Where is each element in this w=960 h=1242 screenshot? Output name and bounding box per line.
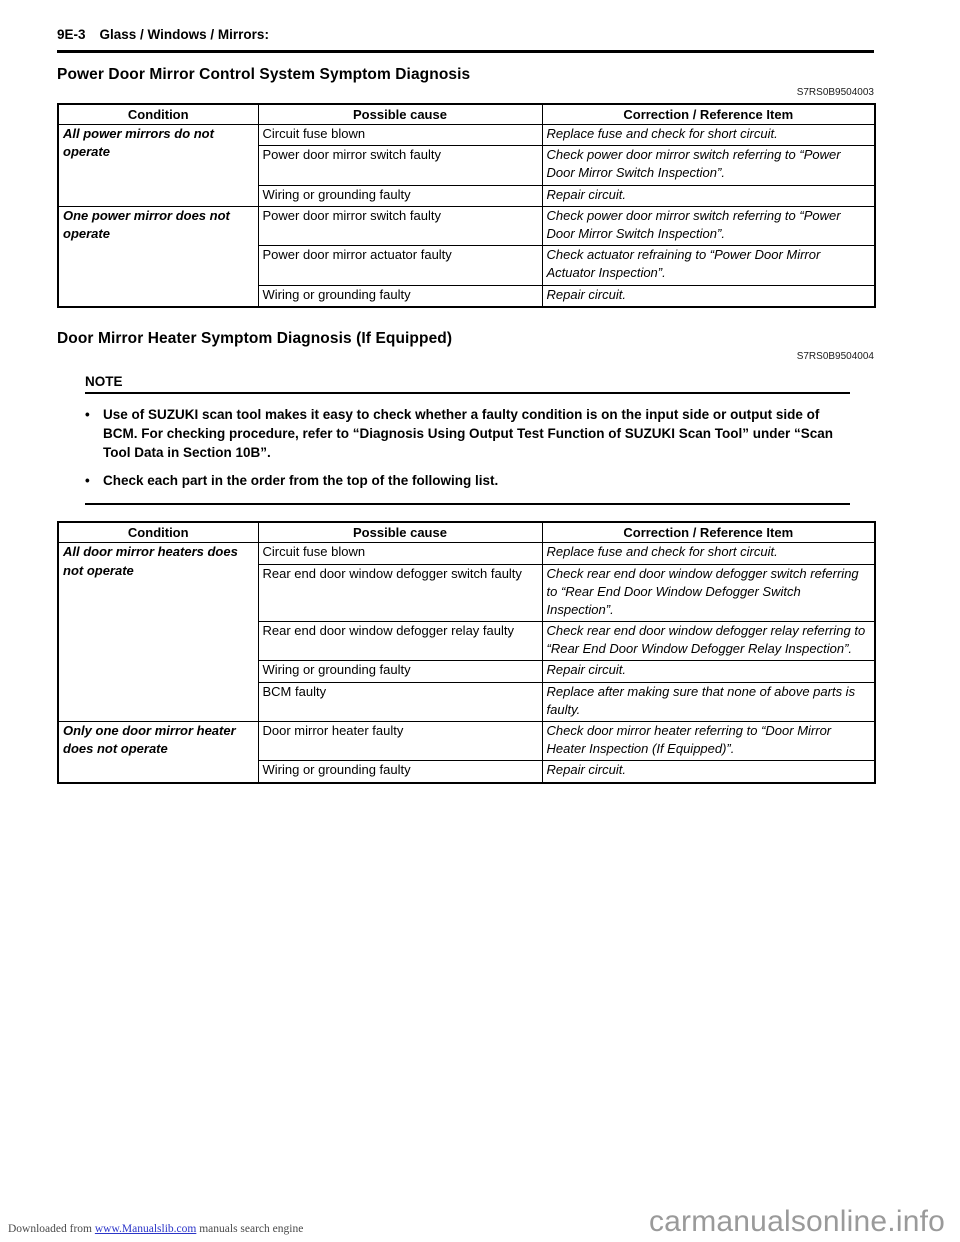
note-label: NOTE bbox=[85, 374, 850, 394]
table-row bbox=[58, 125, 875, 146]
correction-cell: Repair circuit. bbox=[542, 285, 875, 307]
correction-cell: Replace fuse and check for short circuit. bbox=[542, 125, 875, 146]
chapter-title: Glass / Windows / Mirrors: bbox=[99, 27, 269, 42]
page-section-number: 9E-3 bbox=[57, 27, 86, 42]
watermark: carmanualsonline.info bbox=[648, 1205, 945, 1238]
cause-cell: Wiring or grounding faulty bbox=[258, 285, 542, 307]
correction-cell: Replace fuse and check for short circuit. bbox=[542, 543, 875, 564]
power-door-mirror-diagnosis-table bbox=[57, 103, 876, 308]
manualslib-link[interactable]: www.Manualslib.com bbox=[94, 1223, 197, 1235]
correction-cell: Check rear end door window defogger switch referring to “Rear End Door Window Defogger Switch Inspection”. bbox=[542, 564, 875, 622]
cause-cell: Wiring or grounding faulty bbox=[258, 661, 542, 682]
col-header-condition: Condition bbox=[58, 104, 258, 125]
cause-cell: Power door mirror switch faulty bbox=[258, 206, 542, 245]
footer-credit-prefix: Downloaded from bbox=[8, 1223, 92, 1235]
footer-credit-suffix: manuals search engine bbox=[199, 1223, 304, 1235]
condition-cell: Only one door mirror heater does not operate bbox=[58, 722, 258, 783]
col-header-condition: Condition bbox=[58, 522, 258, 543]
page-header bbox=[57, 27, 874, 53]
table-header-row bbox=[58, 522, 875, 543]
correction-cell: Check door mirror heater referring to “Door Mirror Heater Inspection (If Equipped)”. bbox=[542, 722, 875, 761]
section1-refcode: S7RS0B9504003 bbox=[796, 87, 874, 98]
cause-cell: Circuit fuse blown bbox=[258, 125, 542, 146]
correction-cell: Replace after making sure that none of above parts is faulty. bbox=[542, 682, 875, 721]
correction-cell: Check power door mirror switch referring to “Power Door Mirror Switch Inspection”. bbox=[542, 146, 875, 185]
section1-title: Power Door Mirror Control System Symptom Diagnosis bbox=[57, 66, 471, 83]
table-header-row bbox=[58, 104, 875, 125]
correction-cell: Check rear end door window defogger relay referring to “Rear End Door Window Defogger Relay Inspection”. bbox=[542, 622, 875, 661]
cause-cell: Power door mirror switch faulty bbox=[258, 146, 542, 185]
note-bullet-text: Use of SUZUKI scan tool makes it easy to check whether a faulty condition is on the input side or output side of BCM. For checking procedure, refer to “Diagnosis Using Output Test Function of SUZUKI Scan Tool” under “Scan Tool Data in Section 10B”. bbox=[103, 406, 834, 460]
col-header-possible-cause: Possible cause bbox=[258, 104, 542, 125]
correction-cell: Check actuator refraining to “Power Door Mirror Actuator Inspection”. bbox=[542, 246, 875, 285]
correction-cell: Repair circuit. bbox=[542, 185, 875, 206]
cause-cell: Circuit fuse blown bbox=[258, 543, 542, 564]
note-block bbox=[85, 374, 850, 506]
cause-cell: Rear end door window defogger relay faulty bbox=[258, 622, 542, 661]
condition-cell: All door mirror heaters does not operate bbox=[58, 543, 258, 722]
correction-cell: Repair circuit. bbox=[542, 661, 875, 682]
bullet-icon: • bbox=[85, 406, 90, 422]
col-header-correction: Correction / Reference Item bbox=[542, 104, 875, 125]
section2-refcode: S7RS0B9504004 bbox=[796, 350, 874, 362]
cause-cell: Wiring or grounding faulty bbox=[258, 761, 542, 783]
col-header-correction: Correction / Reference Item bbox=[542, 522, 875, 543]
door-mirror-heater-diagnosis-table bbox=[57, 521, 876, 783]
condition-cell: One power mirror does not operate bbox=[58, 206, 258, 306]
note-bullet-text: Check each part in the order from the top of the following list. bbox=[103, 473, 499, 489]
correction-cell: Check power door mirror switch referring to “Power Door Mirror Switch Inspection”. bbox=[542, 206, 875, 245]
cause-cell: Wiring or grounding faulty bbox=[258, 185, 542, 206]
note-bullet bbox=[85, 471, 850, 490]
col-header-possible-cause: Possible cause bbox=[258, 522, 542, 543]
cause-cell: BCM faulty bbox=[258, 682, 542, 721]
section2-title: Door Mirror Heater Symptom Diagnosis (If Equipped) bbox=[57, 329, 453, 347]
note-body bbox=[85, 394, 850, 506]
footer-credit bbox=[8, 1223, 303, 1235]
cause-cell: Rear end door window defogger switch faulty bbox=[258, 564, 542, 622]
table-row bbox=[58, 722, 875, 761]
cause-cell: Power door mirror actuator faulty bbox=[258, 246, 542, 285]
condition-cell: All power mirrors do not operate bbox=[58, 125, 258, 207]
bullet-icon: • bbox=[85, 473, 90, 489]
manual-page-content bbox=[57, 27, 874, 784]
note-bullet bbox=[85, 405, 850, 462]
table-row bbox=[58, 206, 875, 245]
cause-cell: Door mirror heater faulty bbox=[258, 722, 542, 761]
correction-cell: Repair circuit. bbox=[542, 761, 875, 783]
table-row bbox=[58, 543, 875, 564]
